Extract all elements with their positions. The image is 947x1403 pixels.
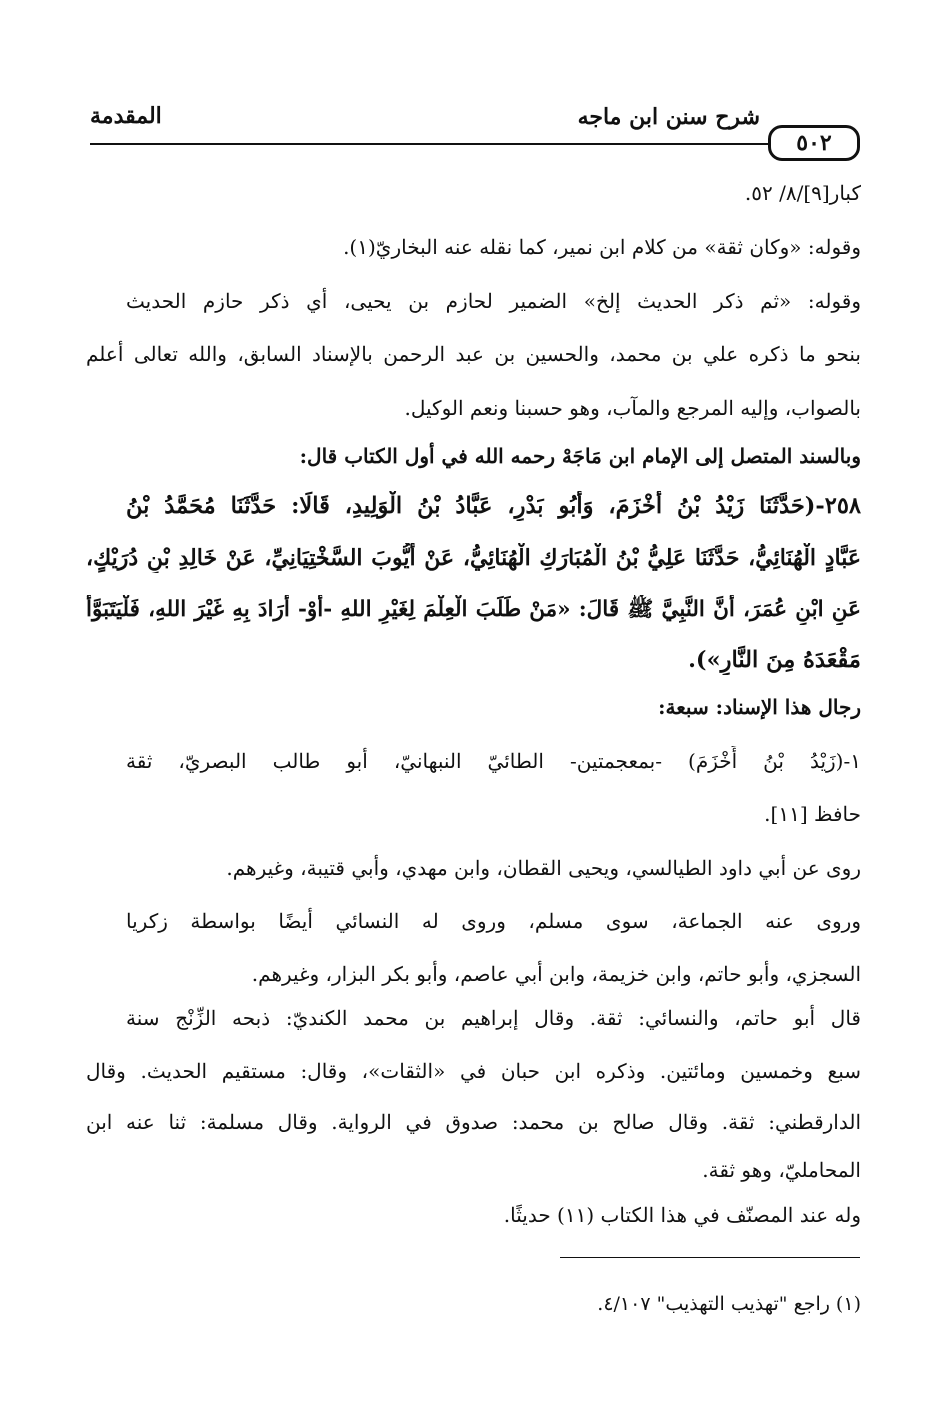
- body-line: كبار[٩]/٨/ ٥٢.: [744, 181, 861, 205]
- body-line: السجزي، وأبو حاتم، وابن خزيمة، وابن أبي عاصم، وأبو بكر البزار، وغيرهم.: [251, 962, 861, 986]
- body-line: قال أبو حاتم، والنسائي: ثقة. وقال إبراهيم بن محمد الكنديّ: ذبحه الزِّنْج سنة: [126, 1006, 861, 1030]
- body-line: ١-(زَيْدُ بْنُ أَخْزَمَ) -بمعجمتين- الطائيّ النبهانيّ، أبو طالب البصريّ، ثقة: [126, 749, 861, 773]
- footnote-rule: [560, 1257, 860, 1258]
- book-title: شرح سنن ابن ماجه: [577, 104, 760, 130]
- header-rule: [90, 143, 770, 145]
- hadith-line: عَنِ ابْنِ عُمَرَ، أَنَّ النَّبِيَّ ﷺ قَالَ: «مَنْ طَلَبَ الْعِلْمَ لِغَيْرِ اللهِ -أَوْ- أَرَادَ بِهِ غَيْرَ اللهِ، فَلْيَتَبَوَّأْ: [86, 597, 861, 622]
- hadith-line: ٢٥٨-(حَدَّثَنَا زَيْدُ بْنُ أَخْزَمَ، وَأَبُو بَدْرٍ، عَبَّادُ بْنُ الْوَلِيدِ، قَالَا: حَدَّثَنَا مُحَمَّدُ بْنُ: [126, 493, 861, 519]
- body-line: وروى عنه الجماعة، سوى مسلم، وروى له النسائي أيضًا بواسطة زكريا: [126, 909, 861, 933]
- footnote: (١) راجع "تهذيب التهذيب" ٤/١٠٧.: [597, 1293, 861, 1315]
- body-line: بنحو ما ذكره علي بن محمد، والحسين بن عبد الرحمن بالإسناد السابق، والله تعالى أعلم: [86, 342, 861, 366]
- section-title: المقدمة: [90, 103, 162, 129]
- body-line: وله عند المصنّف في هذا الكتاب (١١) حديثًا.: [503, 1203, 861, 1227]
- hadith-line: مَقْعَدَهُ مِنَ النَّارِ»).: [688, 647, 861, 673]
- body-line: حافظ [١١].: [764, 802, 861, 826]
- body-line: روى عن أبي داود الطيالسي، ويحيى القطان، وابن مهدي، وأبي قتيبة، وغيرهم.: [226, 856, 861, 880]
- body-line: وقوله: «وكان ثقة» من كلام ابن نمير، كما نقله عنه البخاريّ(١).: [343, 235, 861, 259]
- hadith-line: عَبَّادٍ الْهُنَائِيُّ، حَدَّثَنَا عَلِيُّ بْنُ الْمُبَارَكِ الْهُنَائِيُّ، عَنْ أَيُّوبَ السَّخْتِيَانِيِّ، عَنْ خَالِدِ بْنِ دُرَيْكٍ،: [86, 545, 861, 571]
- body-line: سبع وخمسين ومائتين. وذكره ابن حبان في «الثقات»، وقال: مستقيم الحديث. وقال: [86, 1059, 861, 1083]
- body-line: وقوله: «ثم ذكر الحديث إلخ» الضمير لحازم بن يحيى، أي ذكر حازم الحديث: [126, 289, 861, 313]
- body-line: الدارقطني: ثقة. وقال صالح بن محمد: صدوق في الرواية. وقال مسلمة: ثنا عنه ابن: [86, 1110, 861, 1134]
- page-number: ٥٠٢: [768, 125, 860, 161]
- narrators-heading: رجال هذا الإسناد: سبعة:: [658, 695, 861, 719]
- body-line: المحامليّ، وهو ثقة.: [702, 1158, 861, 1182]
- chapter-heading: وبالسند المتصل إلى الإمام ابن مَاجَهْ رحمه الله في أول الكتاب قال:: [299, 444, 861, 468]
- body-line: بالصواب، وإليه المرجع والمآب، وهو حسبنا ونعم الوكيل.: [404, 396, 861, 420]
